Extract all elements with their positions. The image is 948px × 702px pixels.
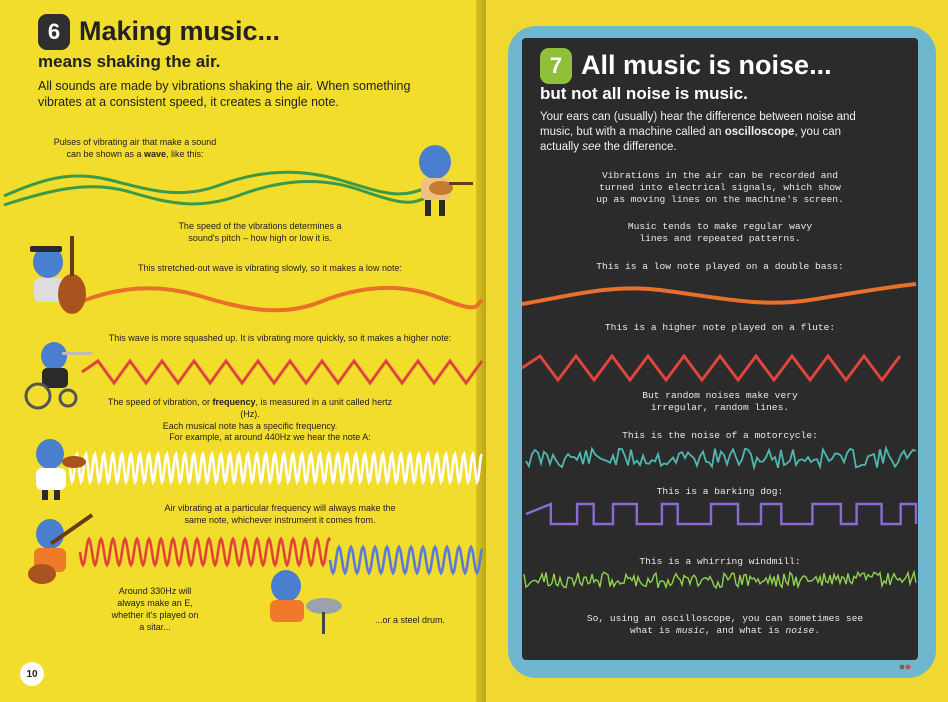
- wave-caption: Pulses of vibrating air that make a sound can be shown as a wave, like this:: [53, 137, 217, 159]
- same-note-caption: Air vibrating at a particular frequency will always make the same note, whichever instrument it comes from.: [164, 503, 396, 525]
- dog-caption: This is a barking dog:: [656, 486, 784, 497]
- page-title-right: All music is noise...: [581, 50, 832, 80]
- slow-wave-caption: This stretched-out wave is vibrating slowly, so it makes a low note:: [138, 263, 402, 273]
- page-number-left: 10: [20, 662, 44, 686]
- intro-text-left: All sounds are made by vibrations shaking the air. When something vibrates at a consistent speed, it creates a single note.: [38, 79, 411, 109]
- bass-caption: This is a low note played on a double bass:: [596, 261, 844, 272]
- 330hz-caption: Around 330Hz will always make an E, whether it's played on a sitar...: [111, 586, 199, 632]
- conclusion-text: So, using an oscilloscope, you can sometimes see what is music, and what is noise.: [586, 613, 864, 636]
- page-title-left: Making music...: [79, 16, 281, 46]
- frequency-caption: The speed of vibration, or frequency, is measured in a unit called hertz (Hz). Each musical note has a specific frequency.: [107, 397, 393, 431]
- intro-text-right: Your ears can (usually) hear the difference between noise and music, but with a machine called an oscilloscope, you can actually see the difference.: [540, 111, 856, 153]
- indicator-light-1: [900, 665, 905, 670]
- motorcycle-caption: This is the noise of a motorcycle:: [622, 430, 818, 441]
- oscilloscope-explanation: Vibrations in the air can be recorded and turned into electrical signals, which show up as moving lines on the machine's screen.: [596, 170, 844, 205]
- flute-caption: This is a higher note played on a flute:: [604, 322, 836, 333]
- page-subtitle-left: means shaking the air.: [38, 52, 221, 71]
- flute-trace: [522, 356, 900, 380]
- motorcycle-trace: [526, 448, 916, 468]
- speed-caption: The speed of the vibrations determines a sound's pitch – how high or low it is.: [178, 221, 342, 243]
- section-badge-6: 6: [38, 14, 70, 50]
- page-subtitle-right: but not all noise is music.: [540, 84, 748, 103]
- steel-drum-caption: ...or a steel drum.: [374, 615, 446, 625]
- windmill-trace: [524, 572, 916, 588]
- dog-trace: [526, 504, 916, 524]
- bass-trace: [522, 284, 916, 304]
- music-pattern-text: Music tends to make regular wavy lines and repeated patterns.: [627, 221, 813, 244]
- windmill-caption: This is a whirring windmill:: [639, 556, 801, 567]
- section-badge-7: 7: [540, 48, 572, 84]
- 440hz-caption: For example, at around 440Hz we hear the note A:: [169, 432, 371, 442]
- random-noise-text: But random noises make very irregular, random lines.: [642, 390, 798, 413]
- quick-wave-caption: This wave is more squashed up. It is vibrating more quickly, so it makes a higher note:: [108, 333, 452, 343]
- indicator-light-2: [906, 665, 911, 670]
